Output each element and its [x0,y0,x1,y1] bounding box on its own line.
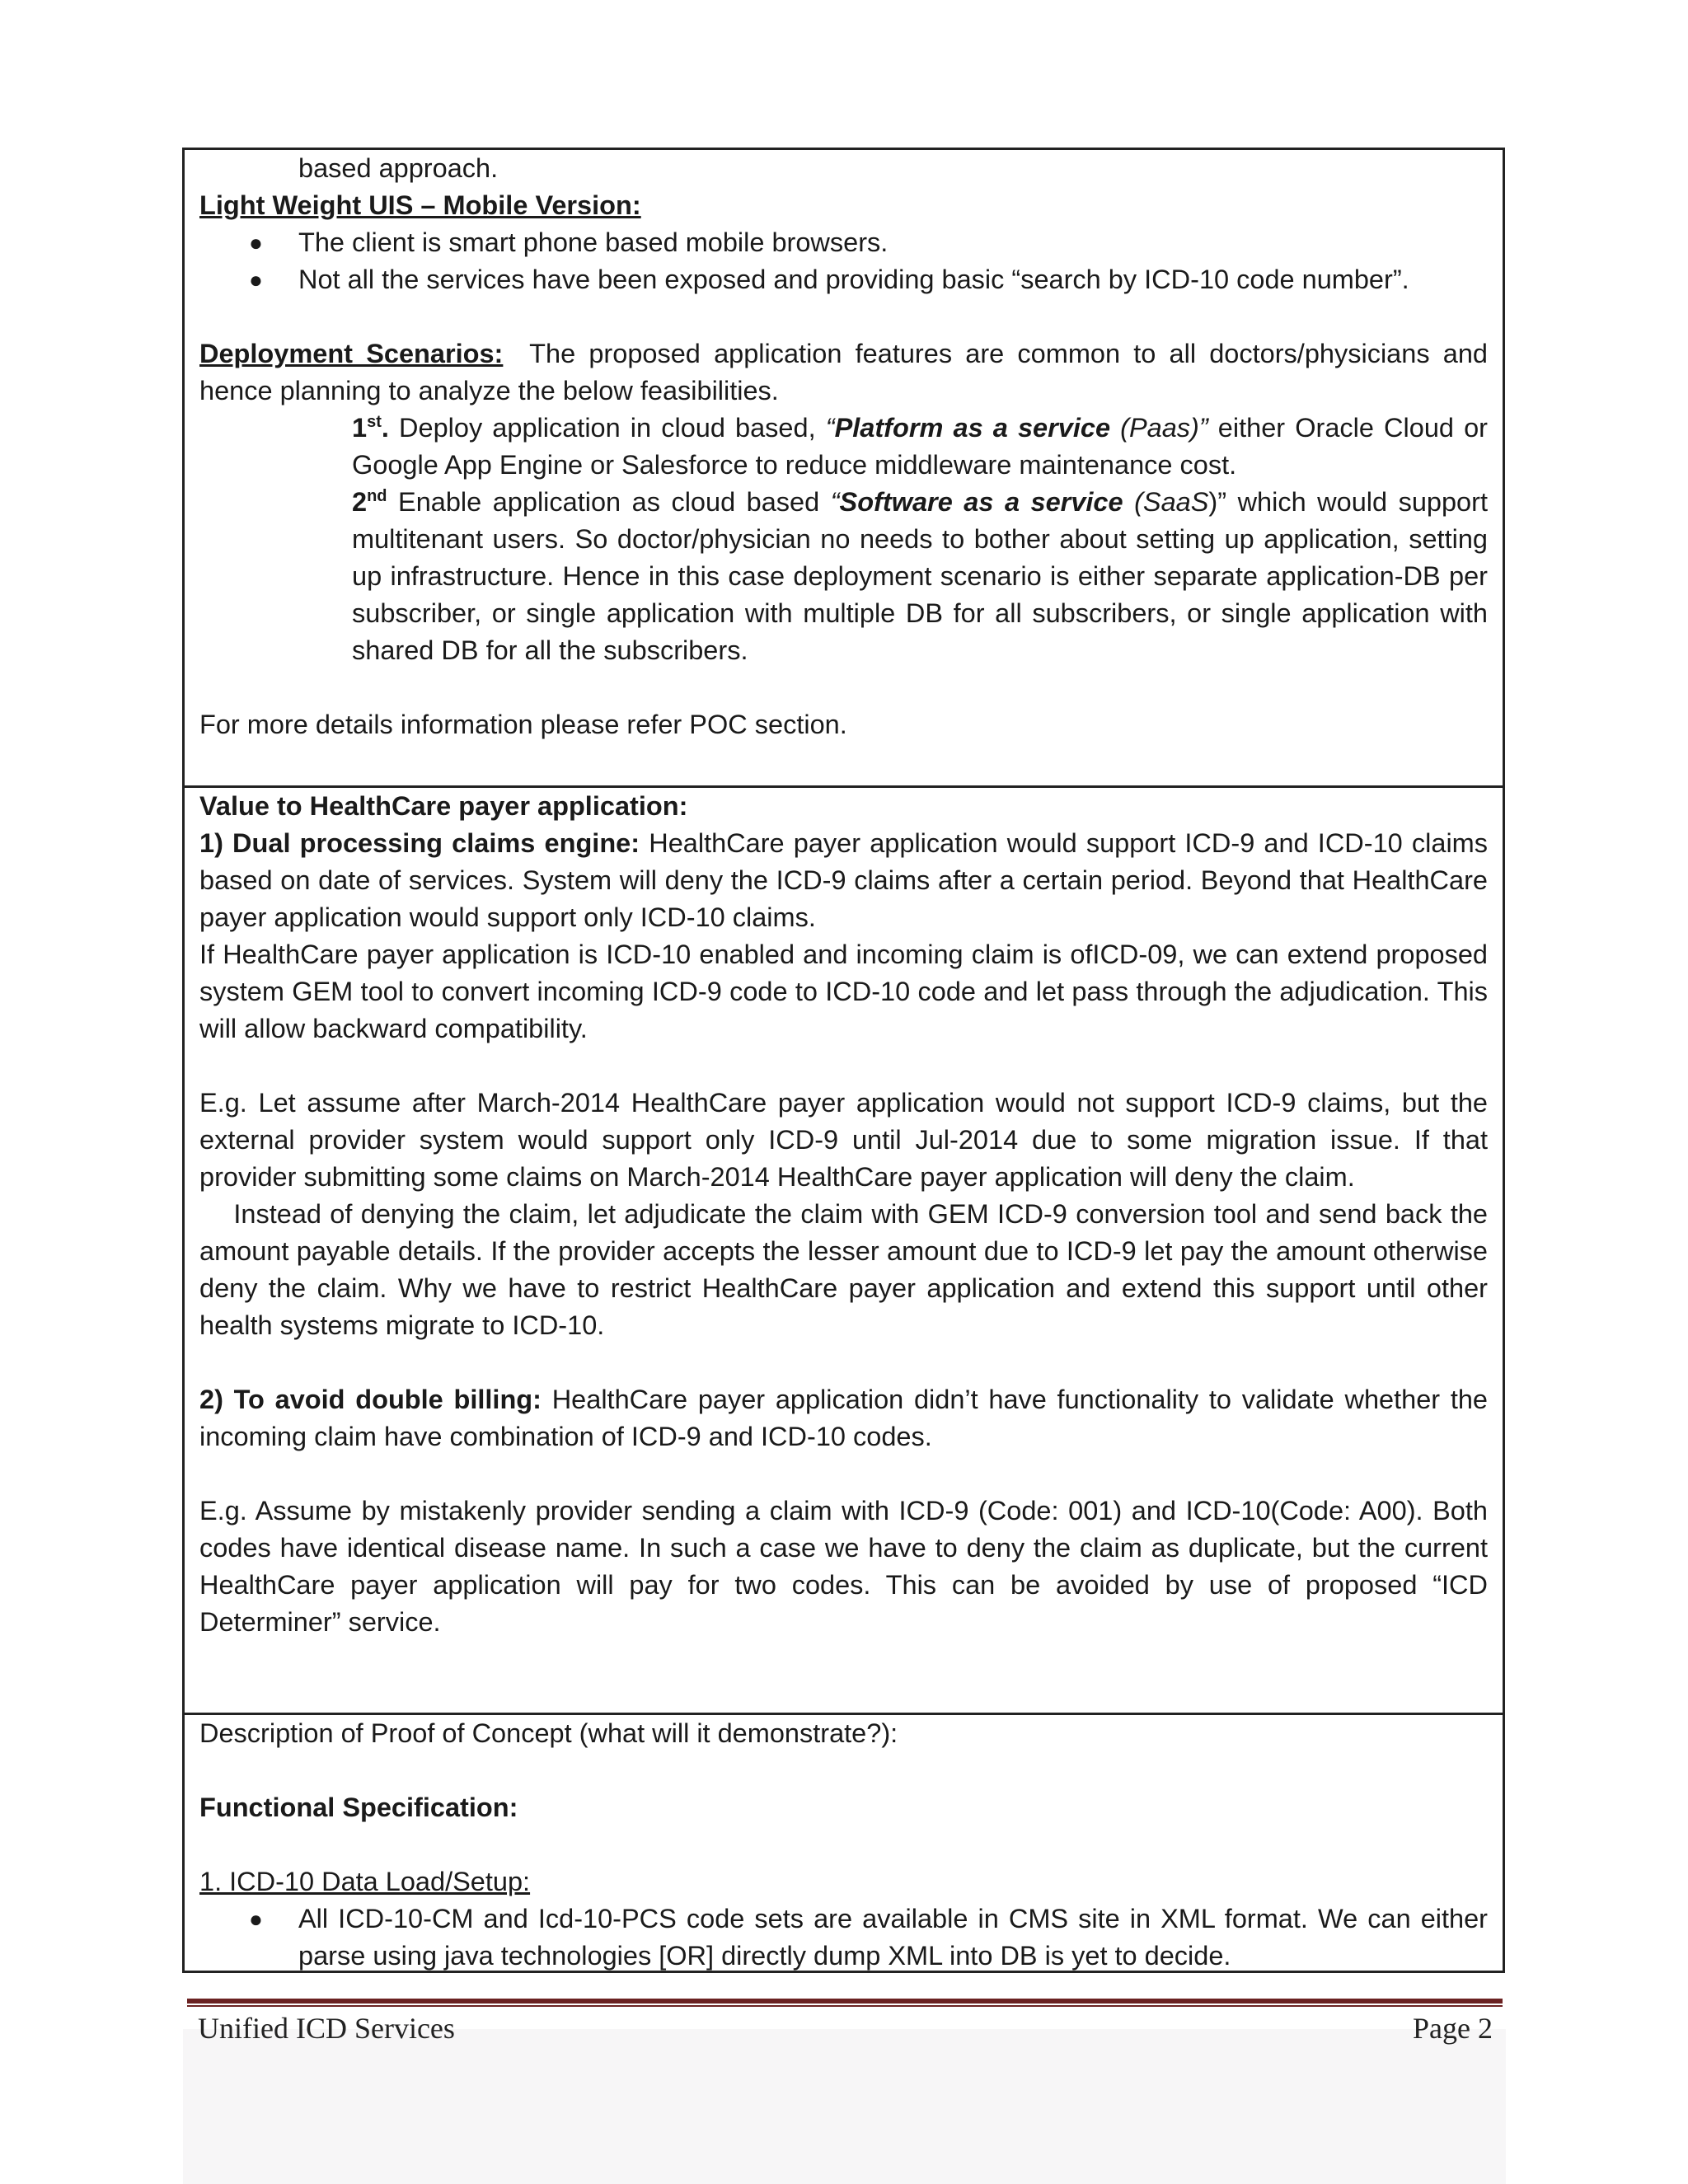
mobile-heading: Light Weight UIS – Mobile Version: [199,190,641,220]
example-2: E.g. Assume by mistakenly provider sending a claim with ICD-9 (Code: 001) and ICD-10(Code: A00). Both codes have identical disease name. In such a case we have to deny the claim as duplicate, but the current HealthCare payer application will pay for two codes. This can be avoided by use of proposed “ICD Determiner” service. [199,1496,1488,1637]
content-table [182,148,1505,1973]
value-section [185,788,1503,1715]
deployment-section [185,150,1503,788]
example-1-continued: Instead of denying the claim, let adjudicate the claim with GEM ICD-9 conversion tool and send back the amount payable details. If the provider accepts the lesser amount due to ICD-9 let pay the amount otherwise deny the claim. Why we have to restrict HealthCare payer application and extend this support until other health systems migrate to ICD-10. [199,1199,1496,1340]
point-2: 2) To avoid double billing: HealthCare payer application didn’t have functionality to validate whether the incoming claim have combination of ICD-9 and ICD-10 codes. [199,1385,1488,1451]
data-load-heading: 1. ICD-10 Data Load/Setup: [199,1867,531,1896]
point-1-para-2: If HealthCare payer application is ICD-10 enabled and incoming claim is ofICD-09, we can extend proposed system GEM tool to convert incoming ICD-9 code to ICD-10 code and let pass through the adjudication. This will allow backward compatibility. [199,940,1488,1043]
bullet-icon: ● [249,267,263,293]
bullet-icon: ● [249,230,263,255]
example-1: E.g. Let assume after March-2014 HealthCare payer application would not support ICD-9 claims, but the external provider system would support only ICD-9 until Jul-2014 due to some migration issue. If that provider submitting some claims on March-2014 HealthCare payer application will deny the claim. [199,1088,1488,1192]
poc-description: Description of Proof of Concept (what will it demonstrate?): [199,1718,898,1748]
deployment-heading: Deployment Scenarios: [199,339,504,368]
point-1: 1) Dual processing claims engine: HealthCare payer application would support ICD-9 and ICD-10 claims based on date of services. System will deny the ICD-9 claims after a certain period. Beyond that HealthCare payer application would support only ICD-10 claims. [199,828,1488,932]
deployment-option-2: 2nd Enable application as cloud based “Software as a service (SaaS)” which would support multitenant users. So doctor/physician no needs to bother about setting up application, setting up infrastructure. Hence in this case deployment scenario is either separate application-DB per subscriber, or single application with multiple DB for all subscribers, or single application with shared DB for all the subscribers. [352,487,1488,665]
deployment-intro: Deployment Scenarios: The proposed application features are common to all doctors/physicians and hence planning to analyze the below feasibilities. [199,339,1488,405]
value-heading: Value to HealthCare payer application: [199,791,688,821]
page-bottom-shade [183,2029,1506,2184]
footer-divider [187,1999,1503,2004]
list-item: ● Not all the services have been exposed and providing basic “search by ICD-10 code number”. [199,261,1488,298]
mobile-bullet-list [199,224,1488,298]
footer-title: Unified ICD Services [198,2012,455,2045]
continued-line: based approach. [298,153,499,183]
data-load-bullet-list [199,1900,1488,1975]
poc-section [185,1715,1503,1975]
page-number: Page 2 [1413,2012,1493,2045]
functional-spec-heading: Functional Specification: [199,1793,518,1822]
footer-divider-thin [187,2005,1503,2007]
deployment-option-1: 1st. Deploy application in cloud based, “Platform as a service (Paas)” either Oracle Cloud or Google App Engine or Salesforce to reduce middleware maintenance cost. [352,413,1488,480]
list-item: ● The client is smart phone based mobile browsers. [199,224,1488,261]
more-details-note: For more details information please refer POC section. [199,710,847,739]
bullet-icon: ● [249,1906,263,1932]
list-item: ● All ICD-10-CM and Icd-10-PCS code sets are available in CMS site in XML format. We can either parse using java technologies [OR] directly dump XML into DB is yet to decide. [199,1900,1488,1975]
